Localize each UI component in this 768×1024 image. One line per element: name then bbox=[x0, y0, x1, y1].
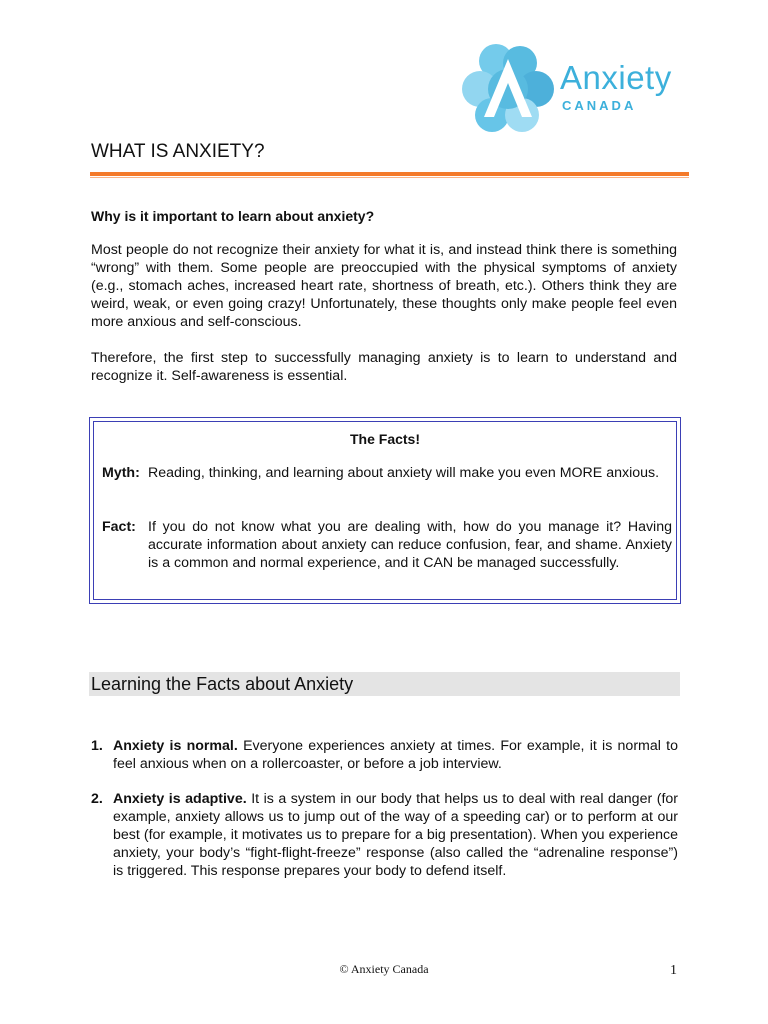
footer-copyright: © Anxiety Canada bbox=[339, 962, 429, 976]
list-item-text: It is a system in our body that helps us to deal with real danger (for example, anxiety allows us to jump out of the way of a speeding car) or to perform at our best (for example, it motivates us to prepare for a big presentation). When you experience anxiety, your body’s “fight-flight-freeze” response (also called the “adrenaline response”) is triggered. This response prepares your body to defend itself. bbox=[113, 791, 678, 879]
list-item-number: 1. bbox=[91, 738, 103, 754]
fact-text: If you do not know what you are dealing with, how do you manage it? Having accurate information about anxiety can reduce confusion, fear, and shame. Anxiety is a common and normal experience, and it CAN be managed successfully. bbox=[148, 519, 672, 571]
logo-wordmark: Anxiety bbox=[560, 59, 672, 96]
list-item-number: 2. bbox=[91, 791, 103, 807]
facts-title: The Facts! bbox=[349, 431, 420, 447]
intro-paragraph-2: Therefore, the first step to successfully managing anxiety is to learn to understand and recognize it. Self-awareness is essential. bbox=[91, 350, 677, 384]
question-heading: Why is it important to learn about anxiety? bbox=[91, 208, 375, 224]
myth-row bbox=[102, 464, 672, 504]
list-item-text: Everyone experiences anxiety at times. For example, it is normal to feel anxious when on a rollercoaster, or before a job interview. bbox=[113, 738, 678, 772]
section-header bbox=[89, 672, 680, 696]
list-item-lead: Anxiety is normal. bbox=[113, 738, 238, 754]
list-item bbox=[91, 790, 678, 900]
fact-row bbox=[102, 518, 672, 594]
myth-label: Myth: bbox=[102, 465, 140, 481]
page-title: WHAT IS ANXIETY? bbox=[91, 141, 265, 162]
list-item-body bbox=[113, 737, 678, 773]
anxiety-canada-logo bbox=[458, 43, 698, 135]
title-divider bbox=[90, 172, 689, 176]
list-item-body bbox=[113, 790, 678, 880]
myth-text: Reading, thinking, and learning about anxiety will make you even MORE anxious. bbox=[148, 465, 660, 481]
facts-box-inner bbox=[93, 421, 677, 600]
intro-paragraph-1: Most people do not recognize their anxiety for what it is, and instead think there is something “wrong” with them. Some people are preoccupied with the physical symptoms of anxiety (e.g., stomach aches, increased heart rate, shortness of breath, etc.). Others think they are weird, weak, or even going crazy! Unfortunately, these thoughts only make people feel even more anxious and self-conscious. bbox=[91, 242, 677, 330]
facts-box bbox=[89, 417, 681, 604]
logo-mark-icon bbox=[458, 43, 558, 135]
title-divider-shadow bbox=[90, 177, 689, 178]
section-title: Learning the Facts about Anxiety bbox=[91, 674, 354, 694]
list-item bbox=[91, 737, 678, 777]
fact-label: Fact: bbox=[102, 519, 136, 535]
logo-subtitle: CANADA bbox=[562, 98, 637, 113]
list-item-lead: Anxiety is adaptive. bbox=[113, 791, 247, 807]
page-number: 1 bbox=[670, 963, 677, 978]
